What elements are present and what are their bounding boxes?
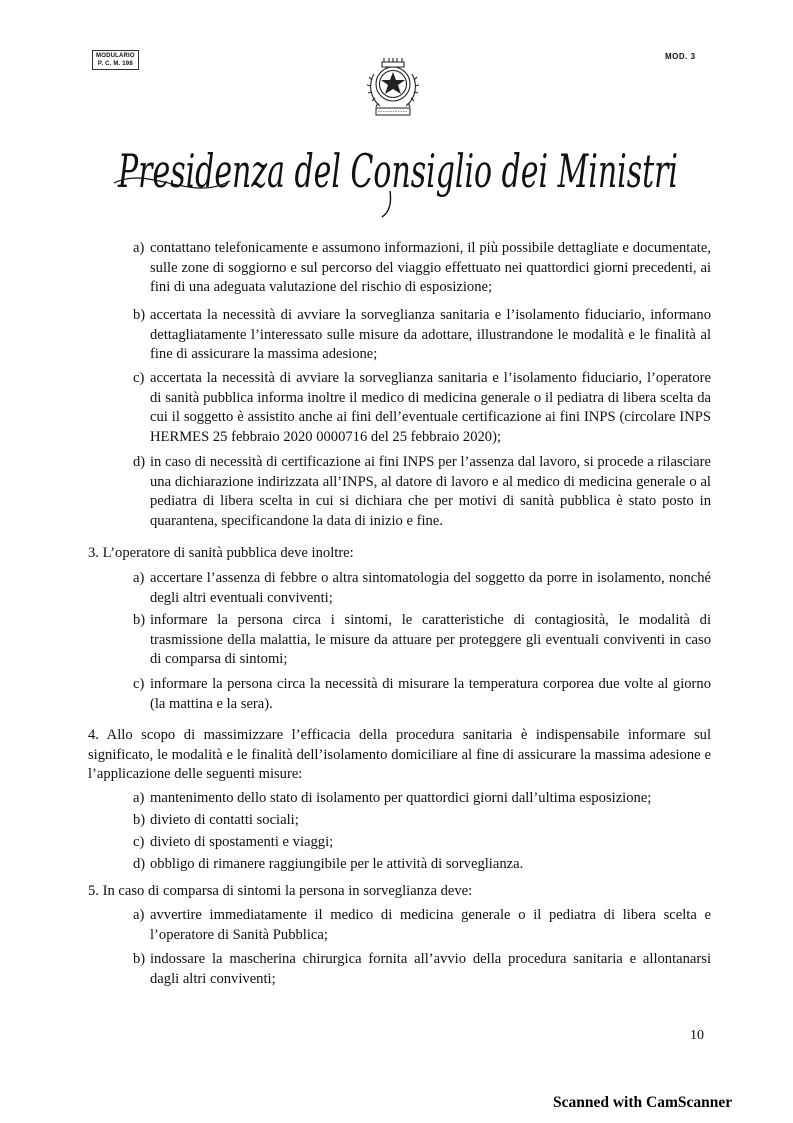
list-item <box>133 611 711 670</box>
list-marker: a) <box>133 907 145 923</box>
list-text: obbligo di rimanere raggiungibile per le attività di sorveglianza. <box>150 856 524 872</box>
list-text: indossare la mascherina chirurgica fornita all’avvio della procedura sanitaria e allontanarsi dagli altri conviventi; <box>150 951 711 987</box>
list-marker: b) <box>133 307 146 323</box>
list-item <box>133 239 711 298</box>
list-marker: a) <box>133 570 145 586</box>
list-text: in caso di necessità di certificazione ai fini INPS per l’assenza dal lavoro, si procede a rilasciare una dichiarazione indirizzata all’INPS, al datore di lavoro e al medico di medicina generale o al pediatra di libera scelta in cui si dichiara che per motivi di sanità pubblica è stato posto in quarantena, specificandone la data di inizio e fine. <box>150 454 711 529</box>
list-text: accertata la necessità di avviare la sorveglianza sanitaria e l’isolamento fiduciario, informano dettagliatamente l’interessato sulle misure da adottare, illustrandone le modalità e le finalità al fine di assicurare la massima adesione; <box>150 307 711 362</box>
list-marker: c) <box>133 370 145 386</box>
page-number: 10 <box>690 1028 704 1043</box>
section-5-heading: 5. In caso di comparsa di sintomi la persona in sorveglianza deve: <box>88 883 473 899</box>
modulario-line-2: P. C. M. 198 <box>97 61 133 67</box>
list-text: accertata la necessità di avviare la sorveglianza sanitaria e l’isolamento fiduciario, l’operatore di sanità pubblica informa inoltre il medico di medicina generale o il pediatra di libera scelta da cui il soggetto è assistito anche ai fini dell’eventuale certificazione ai fini INPS (circolare INPS HERMES 25 febbraio 2020 0000716 del 25 febbraio 2020); <box>150 370 711 445</box>
list-item <box>133 569 711 608</box>
list-text: accertare l’assenza di febbre o altra sintomatologia del soggetto da porre in isolamento, nonché degli altri eventuali conviventi; <box>150 570 711 606</box>
list-item <box>133 369 711 447</box>
modulario-line-1: MODULARIO <box>96 53 135 59</box>
list-item <box>133 950 711 989</box>
list-item <box>133 306 711 365</box>
mod-label: MOD. 3 <box>665 52 696 61</box>
modulario-stamp <box>92 50 139 70</box>
list-marker: d) <box>133 454 146 470</box>
list-text: mantenimento dello stato di isolamento per quattordici giorni dall’ultima esposizione; <box>150 790 652 806</box>
list-text: informare la persona circa la necessità di misurare la temperatura corporea due volte al giorno (la mattina e la sera). <box>150 676 711 712</box>
list-item <box>133 906 711 945</box>
list-item <box>133 855 711 875</box>
list-text: contattano telefonicamente e assumono informazioni, il più possibile dettagliate e documentate, sulle zone di soggiorno e sul percorso del viaggio effettuato nei quattordici giorni precedenti, ai fini di una adeguata valutazione del rischio di esposizione; <box>150 240 711 295</box>
list-text: avvertire immediatamente il medico di medicina generale o il pediatra di libera scelta e l’operatore di Sanità Pubblica; <box>150 907 711 943</box>
list-marker: c) <box>133 676 145 692</box>
list-item <box>133 811 711 831</box>
list-marker: c) <box>133 834 145 850</box>
list-marker: b) <box>133 612 146 628</box>
letterhead-script <box>110 125 690 220</box>
list-item <box>133 675 711 714</box>
letterhead-text: Presidenza del Consiglio dei Ministri <box>117 144 678 198</box>
list-text: divieto di spostamenti e viaggi; <box>150 834 334 850</box>
list-marker: a) <box>133 240 145 256</box>
camscanner-watermark: Scanned with CamScanner <box>553 1094 733 1111</box>
list-text: divieto di contatti sociali; <box>150 812 299 828</box>
list-marker: a) <box>133 790 145 806</box>
list-marker: b) <box>133 951 146 967</box>
list-marker: d) <box>133 856 146 872</box>
section-4-heading: 4. Allo scopo di massimizzare l’efficacia della procedura sanitaria è indispensabile informare sul significato, le modalità e le finalità dell’isolamento domiciliare al fine di assicurare la massima adesione e l’applicazione delle seguenti misure: <box>88 727 711 782</box>
list-text: informare la persona circa i sintomi, le caratteristiche di contagiosità, le modalità di trasmissione della malattia, le misure da attuare per proteggere gli eventuali conviventi in caso di comparsa di sintomi; <box>150 612 711 667</box>
republic-emblem-icon <box>364 54 422 122</box>
list-item <box>133 453 711 531</box>
list-item <box>133 789 711 809</box>
section-3-heading: 3. L’operatore di sanità pubblica deve inoltre: <box>88 545 354 561</box>
list-marker: b) <box>133 812 146 828</box>
list-item <box>133 833 711 853</box>
